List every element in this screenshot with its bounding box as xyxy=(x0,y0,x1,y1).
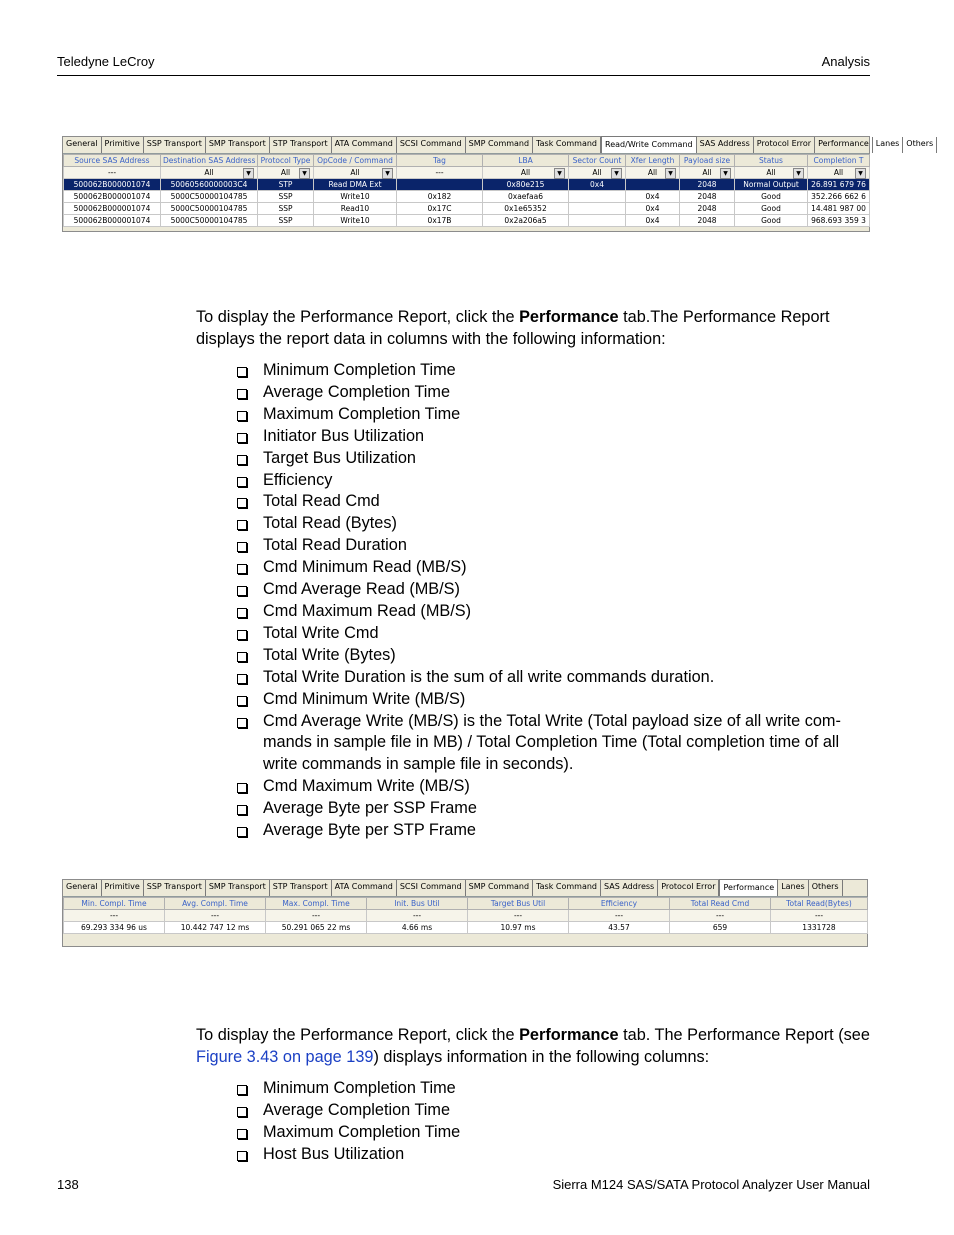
checkbox-bullet-icon xyxy=(237,652,247,662)
filter-control[interactable] xyxy=(399,167,480,178)
list-item xyxy=(236,448,876,470)
table-cell: 0x4 xyxy=(626,215,680,227)
filter-control[interactable] xyxy=(571,167,623,178)
filter-control[interactable] xyxy=(682,167,732,178)
performance-columns-list-2 xyxy=(236,1078,876,1166)
column-header[interactable]: Init. Bus Util xyxy=(367,898,468,910)
table-cell xyxy=(569,191,626,203)
column-header[interactable]: Protocol Type xyxy=(258,155,314,167)
column-header[interactable]: Efficiency xyxy=(569,898,670,910)
performance-columns-list xyxy=(236,360,876,842)
chevron-down-icon[interactable]: ▼ xyxy=(665,168,676,179)
column-header[interactable]: Avg. Compl. Time xyxy=(165,898,266,910)
column-header[interactable]: Status xyxy=(735,155,808,167)
list-item-text: Total Write Duration is the sum of all write commands duration. xyxy=(263,667,715,686)
intro-text-rest: tab.The Performance Report displays the report data in columns with the following information: xyxy=(196,308,830,348)
list-item-text: Maximum Completion Time xyxy=(263,404,461,423)
chevron-down-icon[interactable]: ▼ xyxy=(720,168,731,179)
list-item-text: Total Read (Bytes) xyxy=(263,514,397,533)
list-item xyxy=(236,382,876,404)
filter-cell[interactable]: --- xyxy=(64,910,165,922)
filter-value: All xyxy=(350,168,360,177)
list-item xyxy=(236,1100,876,1122)
tab-sas-address[interactable]: SAS Address xyxy=(697,137,754,153)
filter-control[interactable] xyxy=(163,167,255,178)
table-cell: 500062B000001074 xyxy=(64,203,161,215)
list-item-text: Cmd Average Write (MB/S) is the Total Write (Total payload size of all write com-mands in sample file in MB) / Total Completion Time (Total completion time of all write commands in sample file in seconds). xyxy=(263,711,841,774)
column-header-row xyxy=(64,898,868,910)
list-item xyxy=(236,689,876,711)
header-left: Teledyne LeCroy xyxy=(57,54,155,69)
table-row[interactable] xyxy=(64,179,870,191)
tab-smp-transport[interactable]: SMP Transport xyxy=(206,137,270,153)
list-item xyxy=(236,426,876,448)
filter-control[interactable] xyxy=(316,167,394,178)
checkbox-bullet-icon xyxy=(237,542,247,552)
filter-cell[interactable] xyxy=(397,167,483,179)
column-header[interactable]: Source SAS Address xyxy=(64,155,161,167)
list-item-text: Minimum Completion Time xyxy=(263,361,456,379)
chevron-down-icon[interactable]: ▼ xyxy=(243,168,254,179)
intro-text: To display the Performance Report, click the xyxy=(196,308,520,326)
table-cell: Write10 xyxy=(314,191,397,203)
table-cell: 50.291 065 22 ms xyxy=(266,922,367,934)
filter-cell[interactable] xyxy=(735,167,808,179)
tab-primitive[interactable]: Primitive xyxy=(102,137,144,153)
table-cell: Normal Output xyxy=(735,179,808,191)
list-item-text: Total Write (Bytes) xyxy=(263,645,396,664)
column-header[interactable]: Total Read(Bytes) xyxy=(771,898,868,910)
table-cell: 2048 xyxy=(680,191,735,203)
filter-cell[interactable]: --- xyxy=(468,910,569,922)
table-cell: 2048 xyxy=(680,215,735,227)
list-item-text: Host Bus Utilization xyxy=(263,1144,405,1163)
checkbox-bullet-icon xyxy=(237,433,247,443)
table-cell: 5000C50000104785 xyxy=(161,191,258,203)
list-item-text: Cmd Minimum Write (MB/S) xyxy=(263,689,466,708)
column-header[interactable]: Target Bus Util xyxy=(468,898,569,910)
filter-cell[interactable] xyxy=(626,167,680,179)
checkbox-bullet-icon xyxy=(237,1151,247,1161)
table-cell: 10.97 ms xyxy=(468,922,569,934)
intro-text-rest: ) displays information in the following columns: xyxy=(373,1048,710,1066)
table-cell: STP xyxy=(258,179,314,191)
table-row[interactable] xyxy=(64,191,870,203)
table-cell: 5000C50000104785 xyxy=(161,215,258,227)
table-row[interactable] xyxy=(64,215,870,227)
table-cell: 0x2a206a5 xyxy=(483,215,569,227)
tab-scsi-command[interactable]: SCSI Command xyxy=(397,137,466,153)
filter-cell[interactable] xyxy=(808,167,870,179)
tab-others[interactable]: Others xyxy=(903,137,937,153)
table-cell: Good xyxy=(735,191,808,203)
table-cell: 500062B000001074 xyxy=(64,215,161,227)
list-item-text: Average Completion Time xyxy=(263,1100,451,1119)
column-header[interactable]: Xfer Length xyxy=(626,155,680,167)
table-cell: 0x4 xyxy=(626,203,680,215)
list-item-text: Cmd Minimum Read (MB/S) xyxy=(263,558,467,577)
checkbox-bullet-icon xyxy=(237,1085,247,1095)
table-cell: 50060560000003C4 xyxy=(161,179,258,191)
filter-value: All xyxy=(204,168,214,177)
table-cell: 0x4 xyxy=(569,179,626,191)
table-cell: SSP xyxy=(258,215,314,227)
table-cell: 968.693 359 3 xyxy=(808,215,870,227)
list-item xyxy=(236,1078,876,1100)
tab-sas-address[interactable]: SAS Address xyxy=(601,880,658,896)
checkbox-bullet-icon xyxy=(237,1129,247,1139)
checkbox-bullet-icon xyxy=(237,389,247,399)
section2-intro xyxy=(196,1024,876,1068)
page-number: 138 xyxy=(57,1177,79,1192)
tab-lanes[interactable]: Lanes xyxy=(778,880,809,896)
checkbox-bullet-icon xyxy=(237,520,247,530)
checkbox-bullet-icon xyxy=(237,498,247,508)
header-right: Analysis xyxy=(821,54,870,69)
section1-intro xyxy=(196,306,876,350)
table-cell: 43.57 xyxy=(569,922,670,934)
read-write-command-grid xyxy=(63,154,870,227)
checkbox-bullet-icon xyxy=(237,608,247,618)
list-item xyxy=(236,623,876,645)
filter-cell[interactable] xyxy=(680,167,735,179)
column-header-row xyxy=(64,155,870,167)
checkbox-bullet-icon xyxy=(237,1107,247,1117)
checkbox-bullet-icon xyxy=(237,367,247,377)
list-item xyxy=(236,820,876,842)
list-item-text: Cmd Maximum Write (MB/S) xyxy=(263,777,470,796)
column-header[interactable]: Min. Compl. Time xyxy=(64,898,165,910)
checkbox-bullet-icon xyxy=(237,674,247,684)
intro-bold-performance: Performance xyxy=(519,1026,619,1044)
list-item xyxy=(236,360,876,382)
chevron-down-icon[interactable]: ▼ xyxy=(855,168,866,179)
table-cell xyxy=(569,215,626,227)
list-item-text: Average Byte per STP Frame xyxy=(263,821,476,840)
tab-protocol-error[interactable]: Protocol Error xyxy=(754,137,815,153)
column-header[interactable]: Sector Count xyxy=(569,155,626,167)
table-cell: 14.481 987 00 xyxy=(808,203,870,215)
filter-cell[interactable] xyxy=(314,167,397,179)
column-header[interactable]: Payload size xyxy=(680,155,735,167)
tab-performance[interactable]: Performance xyxy=(815,137,873,153)
checkbox-bullet-icon xyxy=(237,564,247,574)
read-write-command-report-screenshot xyxy=(62,136,934,232)
list-item-text: Minimum Completion Time xyxy=(263,1079,456,1097)
tab-ata-command[interactable]: ATA Command xyxy=(332,880,397,896)
tab-ssp-transport[interactable]: SSP Transport xyxy=(144,137,206,153)
tab-stp-transport[interactable]: STP Transport xyxy=(270,137,332,153)
filter-cell[interactable]: --- xyxy=(569,910,670,922)
table-cell: 4.66 ms xyxy=(367,922,468,934)
filter-value: All xyxy=(702,168,712,177)
table-cell: 2048 xyxy=(680,179,735,191)
tab-stp-transport[interactable]: STP Transport xyxy=(270,880,332,896)
table-cell: Good xyxy=(735,215,808,227)
table-cell xyxy=(626,179,680,191)
filter-control[interactable] xyxy=(737,167,805,178)
tab-task-command[interactable]: Task Command xyxy=(533,880,601,896)
checkbox-bullet-icon xyxy=(237,783,247,793)
table-cell: Good xyxy=(735,203,808,215)
chevron-down-icon[interactable]: ▼ xyxy=(611,168,622,179)
tab-general[interactable]: General xyxy=(63,137,102,153)
checkbox-bullet-icon xyxy=(237,455,247,465)
performance-report-screenshot xyxy=(62,879,868,947)
list-item xyxy=(236,404,876,426)
list-item xyxy=(236,601,876,623)
checkbox-bullet-icon xyxy=(237,630,247,640)
table-cell xyxy=(569,203,626,215)
tab-ata-command[interactable]: ATA Command xyxy=(332,137,397,153)
tab-task-command[interactable]: Task Command xyxy=(533,137,601,153)
list-item xyxy=(236,711,876,777)
performance-grid xyxy=(63,897,868,934)
chevron-down-icon[interactable]: ▼ xyxy=(299,168,310,179)
filter-cell[interactable] xyxy=(569,167,626,179)
list-item xyxy=(236,557,876,579)
table-cell: 5000C50000104785 xyxy=(161,203,258,215)
list-item-text: Average Byte per SSP Frame xyxy=(263,799,477,818)
chevron-down-icon[interactable]: ▼ xyxy=(793,168,804,179)
tab-general[interactable]: General xyxy=(63,880,102,896)
chevron-down-icon[interactable]: ▼ xyxy=(382,168,393,179)
list-item xyxy=(236,535,876,557)
table-cell: 0x182 xyxy=(397,191,483,203)
filter-cell[interactable] xyxy=(161,167,258,179)
list-item xyxy=(236,470,876,492)
table-cell: Read10 xyxy=(314,203,397,215)
table-cell: 2048 xyxy=(680,203,735,215)
table-cell: 26.891 679 76 xyxy=(808,179,870,191)
report-tab-bar xyxy=(63,880,867,897)
table-cell: SSP xyxy=(258,203,314,215)
filter-value: All xyxy=(592,168,602,177)
manual-title: Sierra M124 SAS/SATA Protocol Analyzer User Manual xyxy=(552,1177,870,1192)
table-cell: 0x4 xyxy=(626,191,680,203)
filter-cell[interactable] xyxy=(258,167,314,179)
list-item xyxy=(236,1122,876,1144)
filter-cell[interactable]: --- xyxy=(670,910,771,922)
list-item-text: Total Read Cmd xyxy=(263,492,380,511)
checkbox-bullet-icon xyxy=(237,696,247,706)
checkbox-bullet-icon xyxy=(237,586,247,596)
list-item xyxy=(236,645,876,667)
list-item-text: Total Write Cmd xyxy=(263,623,379,642)
list-item xyxy=(236,491,876,513)
table-cell: 0xaefaa6 xyxy=(483,191,569,203)
table-cell: 659 xyxy=(670,922,771,934)
filter-value: --- xyxy=(435,168,444,177)
checkbox-bullet-icon xyxy=(237,477,247,487)
report-tab-bar xyxy=(63,137,934,154)
filter-value: All xyxy=(833,168,844,177)
table-cell: 0x17C xyxy=(397,203,483,215)
filter-cell[interactable] xyxy=(483,167,569,179)
table-cell: 10.442 747 12 ms xyxy=(165,922,266,934)
list-item-text: Efficiency xyxy=(263,470,333,489)
filter-control[interactable] xyxy=(628,167,677,178)
filter-control[interactable] xyxy=(260,167,311,178)
filter-value: All xyxy=(280,168,291,177)
checkbox-bullet-icon xyxy=(237,827,247,837)
intro-bold-performance: Performance xyxy=(519,308,619,326)
column-header[interactable]: Max. Compl. Time xyxy=(266,898,367,910)
checkbox-bullet-icon xyxy=(237,718,247,728)
list-item-text: Initiator Bus Utilization xyxy=(263,426,425,445)
list-item-text: Cmd Maximum Read (MB/S) xyxy=(263,601,472,620)
table-cell: 69.293 334 96 us xyxy=(64,922,165,934)
list-item-text: Average Completion Time xyxy=(263,382,451,401)
tab-smp-transport[interactable]: SMP Transport xyxy=(206,880,270,896)
filter-value: All xyxy=(766,168,776,177)
filter-row xyxy=(64,167,870,179)
tab-protocol-error[interactable]: Protocol Error xyxy=(658,880,719,896)
column-header[interactable]: Tag xyxy=(397,155,483,167)
column-header[interactable]: Destination SAS Address xyxy=(161,155,258,167)
table-cell: 0x17B xyxy=(397,215,483,227)
intro-text: To display the Performance Report, click the xyxy=(196,1026,520,1044)
table-cell: 500062B000001074 xyxy=(64,191,161,203)
checkbox-bullet-icon xyxy=(237,411,247,421)
filter-value: All xyxy=(647,168,658,177)
filter-cell[interactable] xyxy=(64,167,161,179)
list-item-text: Maximum Completion Time xyxy=(263,1122,461,1141)
filter-cell[interactable]: --- xyxy=(771,910,868,922)
tab-scsi-command[interactable]: SCSI Command xyxy=(397,880,466,896)
filter-cell[interactable]: --- xyxy=(266,910,367,922)
tab-others[interactable]: Others xyxy=(809,880,843,896)
column-header[interactable]: Completion T xyxy=(808,155,870,167)
table-cell: Write10 xyxy=(314,215,397,227)
list-item-text: Target Bus Utilization xyxy=(263,448,416,467)
tab-smp-command[interactable]: SMP Command xyxy=(466,137,533,153)
list-item xyxy=(236,513,876,535)
table-cell: 500062B000001074 xyxy=(64,179,161,191)
table-cell: SSP xyxy=(258,191,314,203)
list-item xyxy=(236,1144,876,1166)
filter-value: --- xyxy=(107,168,117,177)
column-header[interactable]: Total Read Cmd xyxy=(670,898,771,910)
tab-lanes[interactable]: Lanes xyxy=(873,137,904,153)
tab-primitive[interactable]: Primitive xyxy=(102,880,144,896)
table-cell: Read DMA Ext xyxy=(314,179,397,191)
intro-text-mid: tab. The Performance Report (see xyxy=(618,1026,870,1044)
figure-reference-link[interactable]: Figure 3.43 on page 139 xyxy=(196,1048,374,1066)
filter-control[interactable] xyxy=(66,167,158,178)
list-item xyxy=(236,579,876,601)
list-item xyxy=(236,776,876,798)
table-cell: 0x1e65352 xyxy=(483,203,569,215)
filter-cell[interactable]: --- xyxy=(165,910,266,922)
tab-performance[interactable]: Performance xyxy=(719,879,778,896)
filter-value: All xyxy=(520,168,531,177)
tab-read-write-command[interactable]: Read/Write Command xyxy=(601,136,697,153)
table-cell: 0x80e215 xyxy=(483,179,569,191)
tab-ssp-transport[interactable]: SSP Transport xyxy=(144,880,206,896)
tab-smp-command[interactable]: SMP Command xyxy=(466,880,533,896)
list-item-text: Total Read Duration xyxy=(263,536,407,555)
list-item xyxy=(236,798,876,820)
table-cell: 352.266 662 6 xyxy=(808,191,870,203)
list-item-text: Cmd Average Read (MB/S) xyxy=(263,580,460,599)
table-row[interactable] xyxy=(64,922,868,934)
filter-cell[interactable]: --- xyxy=(367,910,468,922)
filter-row xyxy=(64,910,868,922)
checkbox-bullet-icon xyxy=(237,805,247,815)
chevron-down-icon[interactable]: ▼ xyxy=(554,168,565,179)
page-header xyxy=(57,53,870,76)
table-row[interactable] xyxy=(64,203,870,215)
table-cell: 1331728 xyxy=(771,922,868,934)
filter-control[interactable] xyxy=(810,167,867,178)
column-header[interactable]: OpCode / Command xyxy=(314,155,397,167)
list-item xyxy=(236,667,876,689)
column-header[interactable]: LBA xyxy=(483,155,569,167)
filter-control[interactable] xyxy=(485,167,566,178)
table-cell xyxy=(397,179,483,191)
